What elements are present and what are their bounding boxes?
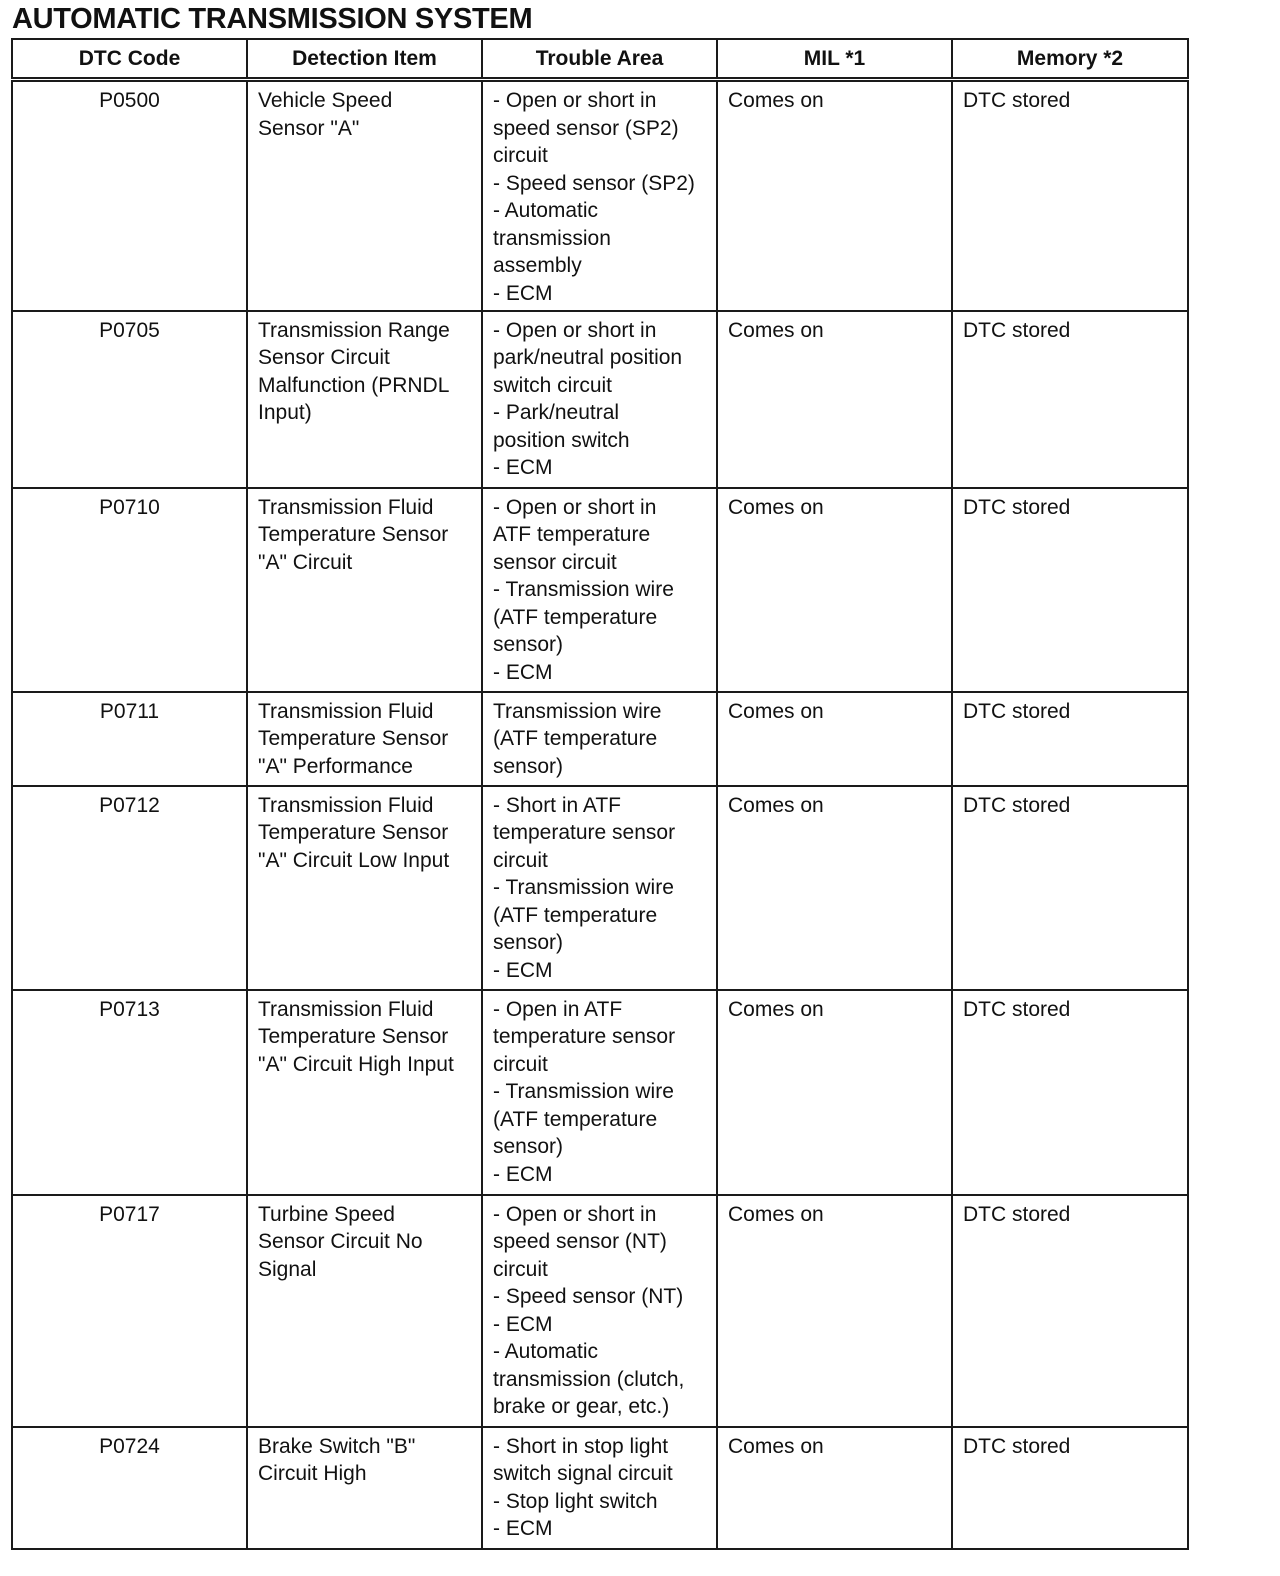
trouble-area-cell bbox=[482, 311, 717, 488]
table-row bbox=[12, 1195, 1188, 1427]
trouble-line: - ECM bbox=[493, 1162, 553, 1186]
table-row bbox=[12, 786, 1188, 990]
detection-item-cell bbox=[247, 80, 482, 311]
detection-line: Turbine Speed bbox=[258, 1202, 395, 1226]
table-row bbox=[12, 80, 1188, 311]
trouble-line: ATF temperature bbox=[493, 523, 651, 546]
trouble-line: - Park/neutral bbox=[493, 401, 620, 424]
detection-line: Transmission Fluid bbox=[258, 997, 434, 1021]
dtc-code-cell: P0705 bbox=[12, 311, 247, 488]
col-header-dtc-code: DTC Code bbox=[12, 39, 247, 80]
detection-line: Input) bbox=[258, 401, 312, 424]
detection-line: "A" Circuit bbox=[258, 550, 353, 574]
trouble-line: temperature sensor bbox=[493, 1025, 676, 1048]
dtc-code-cell: P0712 bbox=[12, 786, 247, 990]
trouble-line: sensor circuit bbox=[493, 550, 617, 574]
trouble-area-cell bbox=[482, 1427, 717, 1549]
detection-line: Signal bbox=[258, 1257, 317, 1281]
table-row bbox=[12, 488, 1188, 692]
memory-cell: DTC stored bbox=[952, 990, 1188, 1195]
dtc-table bbox=[11, 38, 1189, 1550]
detection-item-cell bbox=[247, 692, 482, 786]
mil-cell: Comes on bbox=[717, 1427, 952, 1549]
detection-line: "A" Performance bbox=[258, 754, 413, 778]
detection-item-cell bbox=[247, 311, 482, 488]
table-row bbox=[12, 311, 1188, 488]
trouble-area-cell bbox=[482, 488, 717, 692]
table-row bbox=[12, 692, 1188, 786]
mil-cell: Comes on bbox=[717, 990, 952, 1195]
mil-cell: Comes on bbox=[717, 692, 952, 786]
memory-cell: DTC stored bbox=[952, 80, 1188, 311]
mil-cell: Comes on bbox=[717, 786, 952, 990]
dtc-code-cell: P0711 bbox=[12, 692, 247, 786]
trouble-line: switch circuit bbox=[493, 373, 613, 397]
trouble-line: (ATF temperature bbox=[493, 903, 658, 927]
trouble-line: (ATF temperature bbox=[493, 727, 658, 750]
mil-cell: Comes on bbox=[717, 488, 952, 692]
trouble-line: - Open or short in bbox=[493, 89, 657, 112]
trouble-line: circuit bbox=[493, 1052, 548, 1076]
trouble-line: - ECM bbox=[493, 1517, 553, 1540]
trouble-line: transmission (clutch, bbox=[493, 1367, 685, 1391]
header-row bbox=[12, 39, 1188, 80]
memory-cell: DTC stored bbox=[952, 488, 1188, 692]
trouble-line: - ECM bbox=[493, 958, 553, 982]
detection-line: Temperature Sensor bbox=[258, 1025, 449, 1048]
trouble-line: - Transmission wire bbox=[493, 876, 674, 899]
detection-line: Brake Switch "B" bbox=[258, 1434, 416, 1458]
detection-line: Vehicle Speed bbox=[258, 89, 393, 112]
detection-item-cell bbox=[247, 786, 482, 990]
trouble-area-cell bbox=[482, 786, 717, 990]
dtc-code-cell: P0717 bbox=[12, 1195, 247, 1427]
trouble-line: circuit bbox=[493, 848, 548, 872]
detection-line: Malfunction (PRNDL bbox=[258, 373, 450, 397]
trouble-line: park/neutral position bbox=[493, 346, 683, 369]
trouble-line: - Stop light switch bbox=[493, 1489, 658, 1513]
trouble-line: speed sensor (SP2) bbox=[493, 116, 679, 140]
col-header-memory: Memory *2 bbox=[952, 39, 1188, 80]
trouble-line: speed sensor (NT) bbox=[493, 1230, 667, 1253]
trouble-line: - Automatic bbox=[493, 199, 599, 222]
detection-line: Transmission Fluid bbox=[258, 495, 434, 519]
trouble-line: sensor) bbox=[493, 754, 564, 778]
trouble-line: temperature sensor bbox=[493, 821, 676, 844]
trouble-line: - Speed sensor (SP2) bbox=[493, 171, 695, 195]
detection-item-cell bbox=[247, 488, 482, 692]
memory-cell: DTC stored bbox=[952, 692, 1188, 786]
detection-line: "A" Circuit High Input bbox=[258, 1052, 454, 1076]
trouble-line: - ECM bbox=[493, 660, 553, 684]
trouble-line: - Transmission wire bbox=[493, 578, 674, 601]
detection-line: Temperature Sensor bbox=[258, 821, 449, 844]
detection-line: Transmission Range bbox=[258, 318, 450, 342]
trouble-line: - Short in stop light bbox=[493, 1434, 669, 1458]
dtc-code-cell: P0724 bbox=[12, 1427, 247, 1549]
trouble-line: transmission bbox=[493, 226, 611, 250]
trouble-line: position switch bbox=[493, 428, 630, 452]
detection-line: Sensor "A" bbox=[258, 116, 360, 140]
memory-cell: DTC stored bbox=[952, 1427, 1188, 1549]
detection-line: Temperature Sensor bbox=[258, 523, 449, 546]
detection-line: Circuit High bbox=[258, 1462, 367, 1485]
dtc-code-cell: P0713 bbox=[12, 990, 247, 1195]
dtc-code-cell: P0500 bbox=[12, 80, 247, 311]
trouble-line: sensor) bbox=[493, 633, 564, 656]
trouble-line: Transmission wire bbox=[493, 699, 662, 723]
trouble-line: - ECM bbox=[493, 281, 553, 305]
trouble-line: sensor) bbox=[493, 931, 564, 954]
trouble-line: sensor) bbox=[493, 1135, 564, 1158]
detection-line: Transmission Fluid bbox=[258, 699, 434, 723]
trouble-line: - Open in ATF bbox=[493, 997, 623, 1021]
memory-cell: DTC stored bbox=[952, 1195, 1188, 1427]
trouble-line: - Short in ATF bbox=[493, 793, 621, 817]
detection-item-cell bbox=[247, 1195, 482, 1427]
trouble-line: - Open or short in bbox=[493, 318, 657, 342]
trouble-line: - Speed sensor (NT) bbox=[493, 1285, 684, 1308]
detection-line: "A" Circuit Low Input bbox=[258, 848, 450, 872]
col-header-trouble-area: Trouble Area bbox=[482, 39, 717, 80]
trouble-line: - ECM bbox=[493, 456, 553, 479]
mil-cell: Comes on bbox=[717, 311, 952, 488]
dtc-code-cell: P0710 bbox=[12, 488, 247, 692]
mil-cell: Comes on bbox=[717, 1195, 952, 1427]
col-header-mil: MIL *1 bbox=[717, 39, 952, 80]
trouble-line: (ATF temperature bbox=[493, 1107, 658, 1131]
trouble-area-cell bbox=[482, 80, 717, 311]
detection-item-cell bbox=[247, 990, 482, 1195]
trouble-line: - Automatic bbox=[493, 1340, 599, 1363]
col-header-detection-item: Detection Item bbox=[247, 39, 482, 80]
detection-line: Temperature Sensor bbox=[258, 727, 449, 750]
trouble-line: - ECM bbox=[493, 1312, 553, 1336]
trouble-area-cell bbox=[482, 692, 717, 786]
memory-cell: DTC stored bbox=[952, 311, 1188, 488]
detection-line: Sensor Circuit bbox=[258, 346, 390, 369]
table-row bbox=[12, 990, 1188, 1195]
page-title: AUTOMATIC TRANSMISSION SYSTEM bbox=[12, 3, 533, 35]
trouble-line: (ATF temperature bbox=[493, 605, 658, 629]
trouble-line: - Open or short in bbox=[493, 495, 657, 519]
trouble-line: switch signal circuit bbox=[493, 1462, 673, 1485]
trouble-line: - Transmission wire bbox=[493, 1080, 674, 1103]
trouble-line: assembly bbox=[493, 254, 582, 277]
detection-line: Transmission Fluid bbox=[258, 793, 434, 817]
mil-cell: Comes on bbox=[717, 80, 952, 311]
detection-line: Sensor Circuit No bbox=[258, 1230, 423, 1253]
trouble-line: brake or gear, etc.) bbox=[493, 1395, 670, 1418]
memory-cell: DTC stored bbox=[952, 786, 1188, 990]
detection-item-cell bbox=[247, 1427, 482, 1549]
table-row bbox=[12, 1427, 1188, 1549]
trouble-area-cell bbox=[482, 1195, 717, 1427]
trouble-area-cell bbox=[482, 990, 717, 1195]
trouble-line: - Open or short in bbox=[493, 1202, 657, 1226]
trouble-line: circuit bbox=[493, 144, 548, 167]
trouble-line: circuit bbox=[493, 1257, 548, 1281]
